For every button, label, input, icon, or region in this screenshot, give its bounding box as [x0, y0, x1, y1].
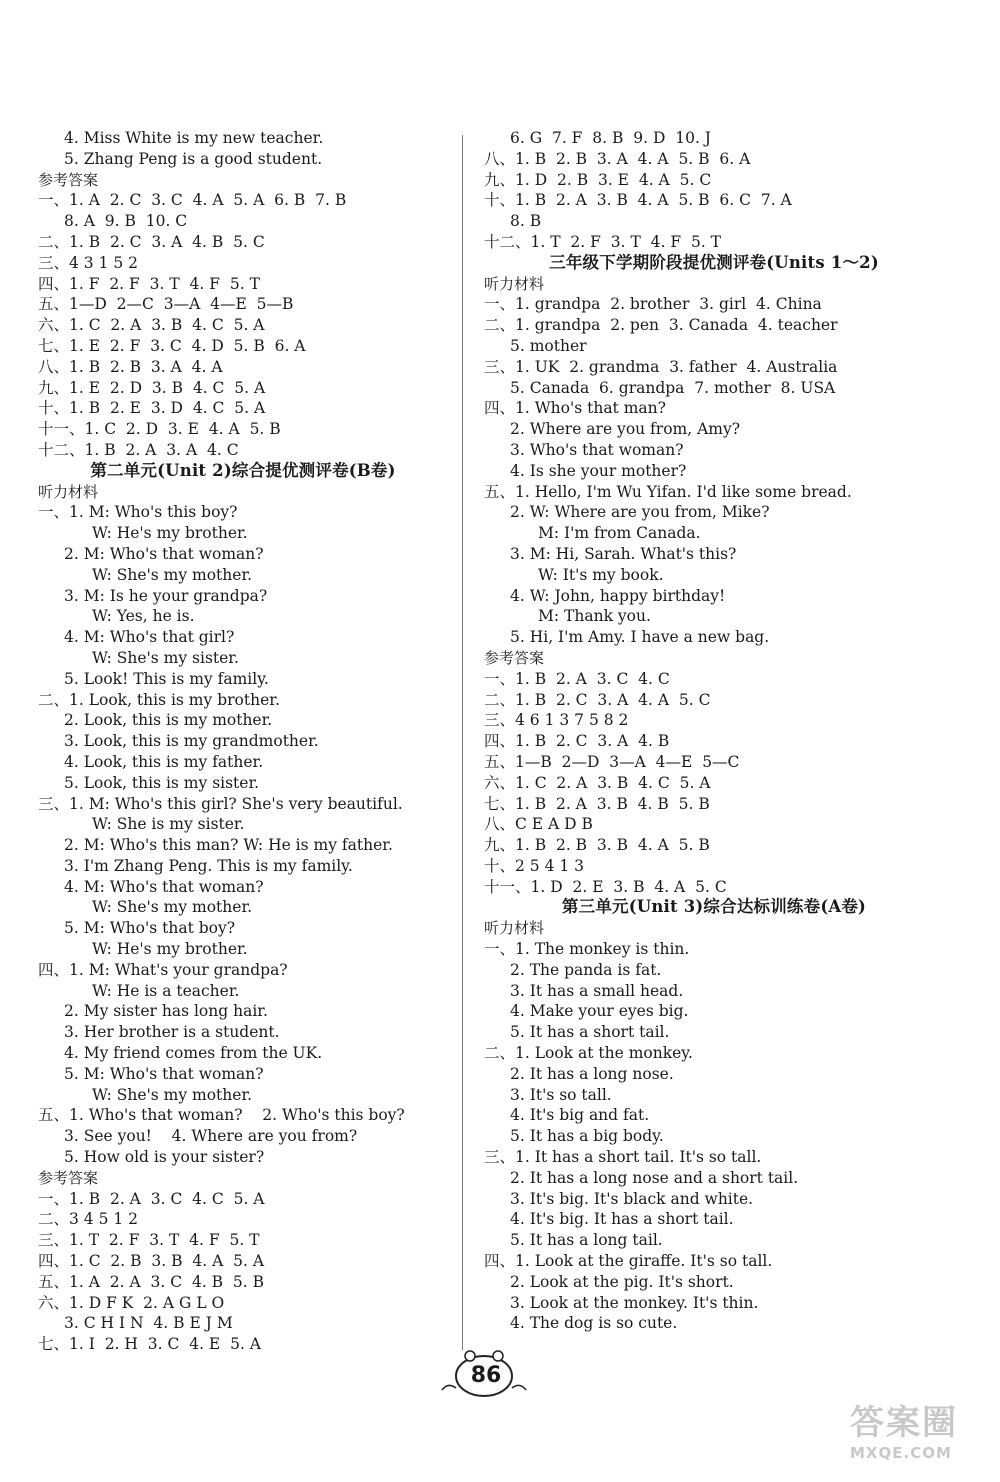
answer-line: 七、1. B 2. A 3. B 4. B 5. B [484, 794, 710, 813]
answer-line: 八、1. B 2. B 3. A 4. A 5. B 6. A [484, 149, 751, 168]
watermark-seal: 答案圈 [850, 1403, 958, 1443]
answer-line: 九、1. D 2. B 3. E 4. A 5. C [484, 170, 712, 189]
page-number-badge [440, 1350, 560, 1400]
answer-line: 3. Who's that woman? [510, 440, 684, 459]
answer-line: 3. M: Hi, Sarah. What's this? [510, 544, 737, 563]
answer-line: 2. M: Who's that woman? [64, 544, 264, 563]
answer-line: 七、1. I 2. H 3. C 4. E 5. A [38, 1335, 262, 1354]
answer-line: 5. It has a short tail. [510, 1023, 670, 1042]
answer-line: 十、2 5 4 1 3 [484, 856, 585, 875]
answer-line: 一、1. B 2. A 3. C 4. C 5. A [38, 1189, 265, 1208]
section-heading: 第三单元(Unit 3)综合达标训练卷(A卷) [561, 897, 867, 917]
answer-line: 5. Canada 6. grandpa 7. mother 8. USA [510, 378, 836, 397]
answer-line: M: Thank you. [538, 607, 651, 626]
answer-line: 2. Look, this is my mother. [64, 711, 273, 730]
answer-line: 十二、1. B 2. A 3. A 4. C [38, 440, 239, 459]
answer-line: 九、1. E 2. D 3. B 4. C 5. A [38, 378, 266, 397]
answer-line: 3. C H I N 4. B E J M [64, 1314, 233, 1333]
answer-line: 一、1. M: Who's this boy? [38, 503, 238, 522]
answer-line: 4. Look, this is my father. [64, 752, 264, 771]
answer-line: W: She's my mother. [92, 1085, 253, 1104]
answer-line: 3. It's so tall. [510, 1085, 612, 1104]
answer-line: 三、1. UK 2. grandma 3. father 4. Australia [484, 357, 838, 376]
answer-line: 六、1. C 2. A 3. B 4. C 5. A [38, 316, 265, 335]
column-divider [462, 135, 463, 1350]
answer-line: 四、1. M: What's your grandpa? [38, 960, 288, 979]
answer-line: 2. It has a long nose. [510, 1064, 674, 1083]
answer-line: 8. B [510, 212, 542, 231]
answer-line: M: I'm from Canada. [538, 524, 701, 543]
section-heading: 第二单元(Unit 2)综合提优测评卷(B卷) [90, 460, 396, 480]
answer-line: 九、1. B 2. B 3. B 4. A 5. B [484, 836, 710, 855]
section-heading: 三年级下学期阶段提优测评卷(Units 1～2) [549, 252, 879, 272]
answer-line: 十一、1. C 2. D 3. E 4. A 5. B [38, 420, 281, 439]
answer-line: 2. M: Who's this man? W: He is my father. [64, 836, 393, 855]
answer-line: 2. W: Where are you from, Mike? [510, 503, 770, 522]
answer-line: 一、1. grandpa 2. brother 3. girl 4. China [484, 295, 822, 314]
subsection-label: 参考答案 [38, 170, 99, 189]
answer-line: 二、1. B 2. C 3. A 4. A 5. C [484, 690, 711, 709]
answer-line: 三、4 3 1 5 2 [38, 253, 139, 272]
answer-line: 七、1. E 2. F 3. C 4. D 5. B 6. A [38, 336, 306, 355]
answer-line: 4. M: Who's that woman? [64, 877, 264, 896]
answer-line: 五、1—B 2—D 3—A 4—E 5—C [484, 752, 740, 771]
answer-line: 五、1. Who's that woman? 2. Who's this boy? [38, 1106, 405, 1125]
answer-line: 3. Look, this is my grandmother. [64, 732, 319, 751]
answer-line: 4. Make your eyes big. [510, 1002, 689, 1021]
answer-line: W: She's my sister. [92, 648, 239, 667]
answer-line: 3. It has a small head. [510, 981, 684, 1000]
left-column [38, 128, 448, 1355]
answer-line: W: She's my mother. [92, 898, 253, 917]
answer-line: 八、1. B 2. B 3. A 4. A [38, 357, 223, 376]
answer-line: 5. Hi, I'm Amy. I have a new bag. [510, 628, 770, 647]
answer-line: 二、1. Look at the monkey. [484, 1044, 693, 1063]
answer-line: 3. Her brother is a student. [64, 1023, 280, 1042]
answer-line: 3. See you! 4. Where are you from? [64, 1127, 358, 1146]
answer-line: 5. mother [510, 336, 587, 355]
answer-line: 4. Is she your mother? [510, 461, 687, 480]
answer-line: 八、C E A D B [484, 815, 593, 834]
answer-line: 十一、1. D 2. E 3. B 4. A 5. C [484, 877, 727, 896]
answer-line: 5. Zhang Peng is a good student. [64, 149, 323, 168]
answer-line: 4. It's big and fat. [510, 1106, 650, 1125]
answer-line: W: She's my mother. [92, 565, 253, 584]
subsection-label: 听力材料 [484, 274, 545, 293]
answer-line: 2. The panda is fat. [510, 960, 662, 979]
answer-line: 五、1—D 2—C 3—A 4—E 5—B [38, 295, 294, 314]
answer-line: 3. I'm Zhang Peng. This is my family. [64, 856, 353, 875]
answer-line: 5. How old is your sister? [64, 1148, 265, 1167]
answer-line: 五、1. Hello, I'm Wu Yifan. I'd like some bread. [484, 482, 852, 501]
answer-line: 3. Look at the monkey. It's thin. [510, 1293, 759, 1312]
answer-line: 十二、1. T 2. F 3. T 4. F 5. T [484, 232, 722, 251]
watermark-url: MXQE.COM [850, 1444, 952, 1462]
answer-line: 6. G 7. F 8. B 9. D 10. J [510, 129, 712, 147]
answer-line: 二、3 4 5 1 2 [38, 1210, 139, 1229]
subsection-label: 参考答案 [38, 1168, 99, 1187]
answer-line: 四、1. Who's that man? [484, 399, 666, 418]
subsection-label: 听力材料 [38, 482, 99, 501]
answer-line: 3. It's big. It's black and white. [510, 1189, 754, 1208]
answer-line: 一、1. A 2. C 3. C 4. A 5. A 6. B 7. B [38, 191, 347, 210]
answer-line: 5. Look, this is my sister. [64, 773, 260, 792]
answer-line: 二、1. Look, this is my brother. [38, 690, 280, 709]
answer-line: 四、1. F 2. F 3. T 4. F 5. T [38, 274, 260, 293]
answer-line: W: It's my book. [538, 565, 664, 584]
answer-line: 四、1. B 2. C 3. A 4. B [484, 732, 670, 751]
answer-line: 三、1. T 2. F 3. T 4. F 5. T [38, 1231, 260, 1250]
answer-line: 2. It has a long nose and a short tail. [510, 1168, 799, 1187]
answer-line: 一、1. B 2. A 3. C 4. C [484, 669, 670, 688]
answer-line: W: He is a teacher. [92, 981, 240, 1000]
answer-line: W: Yes, he is. [92, 607, 195, 626]
answer-line: 8. A 9. B 10. C [64, 212, 188, 231]
answer-line: 5. M: Who's that woman? [64, 1064, 264, 1083]
answer-line: 2. Where are you from, Amy? [510, 420, 741, 439]
answer-line: 二、1. grandpa 2. pen 3. Canada 4. teacher [484, 316, 838, 335]
answer-line: 4. M: Who's that girl? [64, 628, 235, 647]
watermark [850, 1395, 990, 1475]
answer-line: 4. Miss White is my new teacher. [64, 129, 324, 147]
answer-line: 六、1. C 2. A 3. B 4. C 5. A [484, 773, 711, 792]
answer-line: 五、1. A 2. A 3. C 4. B 5. B [38, 1272, 265, 1291]
answer-line: W: He's my brother. [92, 524, 248, 543]
answer-line: 十、1. B 2. A 3. B 4. A 5. B 6. C 7. A [484, 191, 792, 210]
answer-line: 六、1. D F K 2. A G L O [38, 1293, 225, 1312]
answer-line: W: He's my brother. [92, 940, 248, 959]
page-number: 86 [470, 1363, 502, 1388]
answer-line: 三、4 6 1 3 7 5 8 2 [484, 711, 629, 730]
answer-line: 2. My sister has long hair. [64, 1002, 268, 1021]
answer-line: 三、1. M: Who's this girl? She's very beautiful. [38, 794, 403, 813]
answer-line: 三、1. It has a short tail. It's so tall. [484, 1148, 762, 1167]
right-column [484, 128, 944, 1334]
answer-line: 5. It has a long tail. [510, 1231, 663, 1250]
answer-line: 四、1. Look at the giraffe. It's so tall. [484, 1252, 773, 1271]
answer-line: 4. It's big. It has a short tail. [510, 1210, 734, 1229]
answer-line: 十、1. B 2. E 3. D 4. C 5. A [38, 399, 266, 418]
answer-line: 4. My friend comes from the UK. [64, 1044, 323, 1063]
answer-line: 3. M: Is he your grandpa? [64, 586, 268, 605]
answer-line: 4. The dog is so cute. [510, 1314, 678, 1333]
answer-line: 2. Look at the pig. It's short. [510, 1272, 734, 1291]
answer-line: W: She is my sister. [92, 815, 245, 834]
answer-line: 二、1. B 2. C 3. A 4. B 5. C [38, 232, 265, 251]
subsection-label: 参考答案 [484, 648, 545, 667]
answer-line: 四、1. C 2. B 3. B 4. A 5. A [38, 1252, 265, 1271]
answer-line: 5. M: Who's that boy? [64, 919, 236, 938]
answer-line: 5. Look! This is my family. [64, 669, 269, 688]
answer-line: 4. W: John, happy birthday! [510, 586, 726, 605]
answer-line: 5. It has a big body. [510, 1127, 664, 1146]
subsection-label: 听力材料 [484, 919, 545, 938]
answer-line: 一、1. The monkey is thin. [484, 940, 690, 959]
